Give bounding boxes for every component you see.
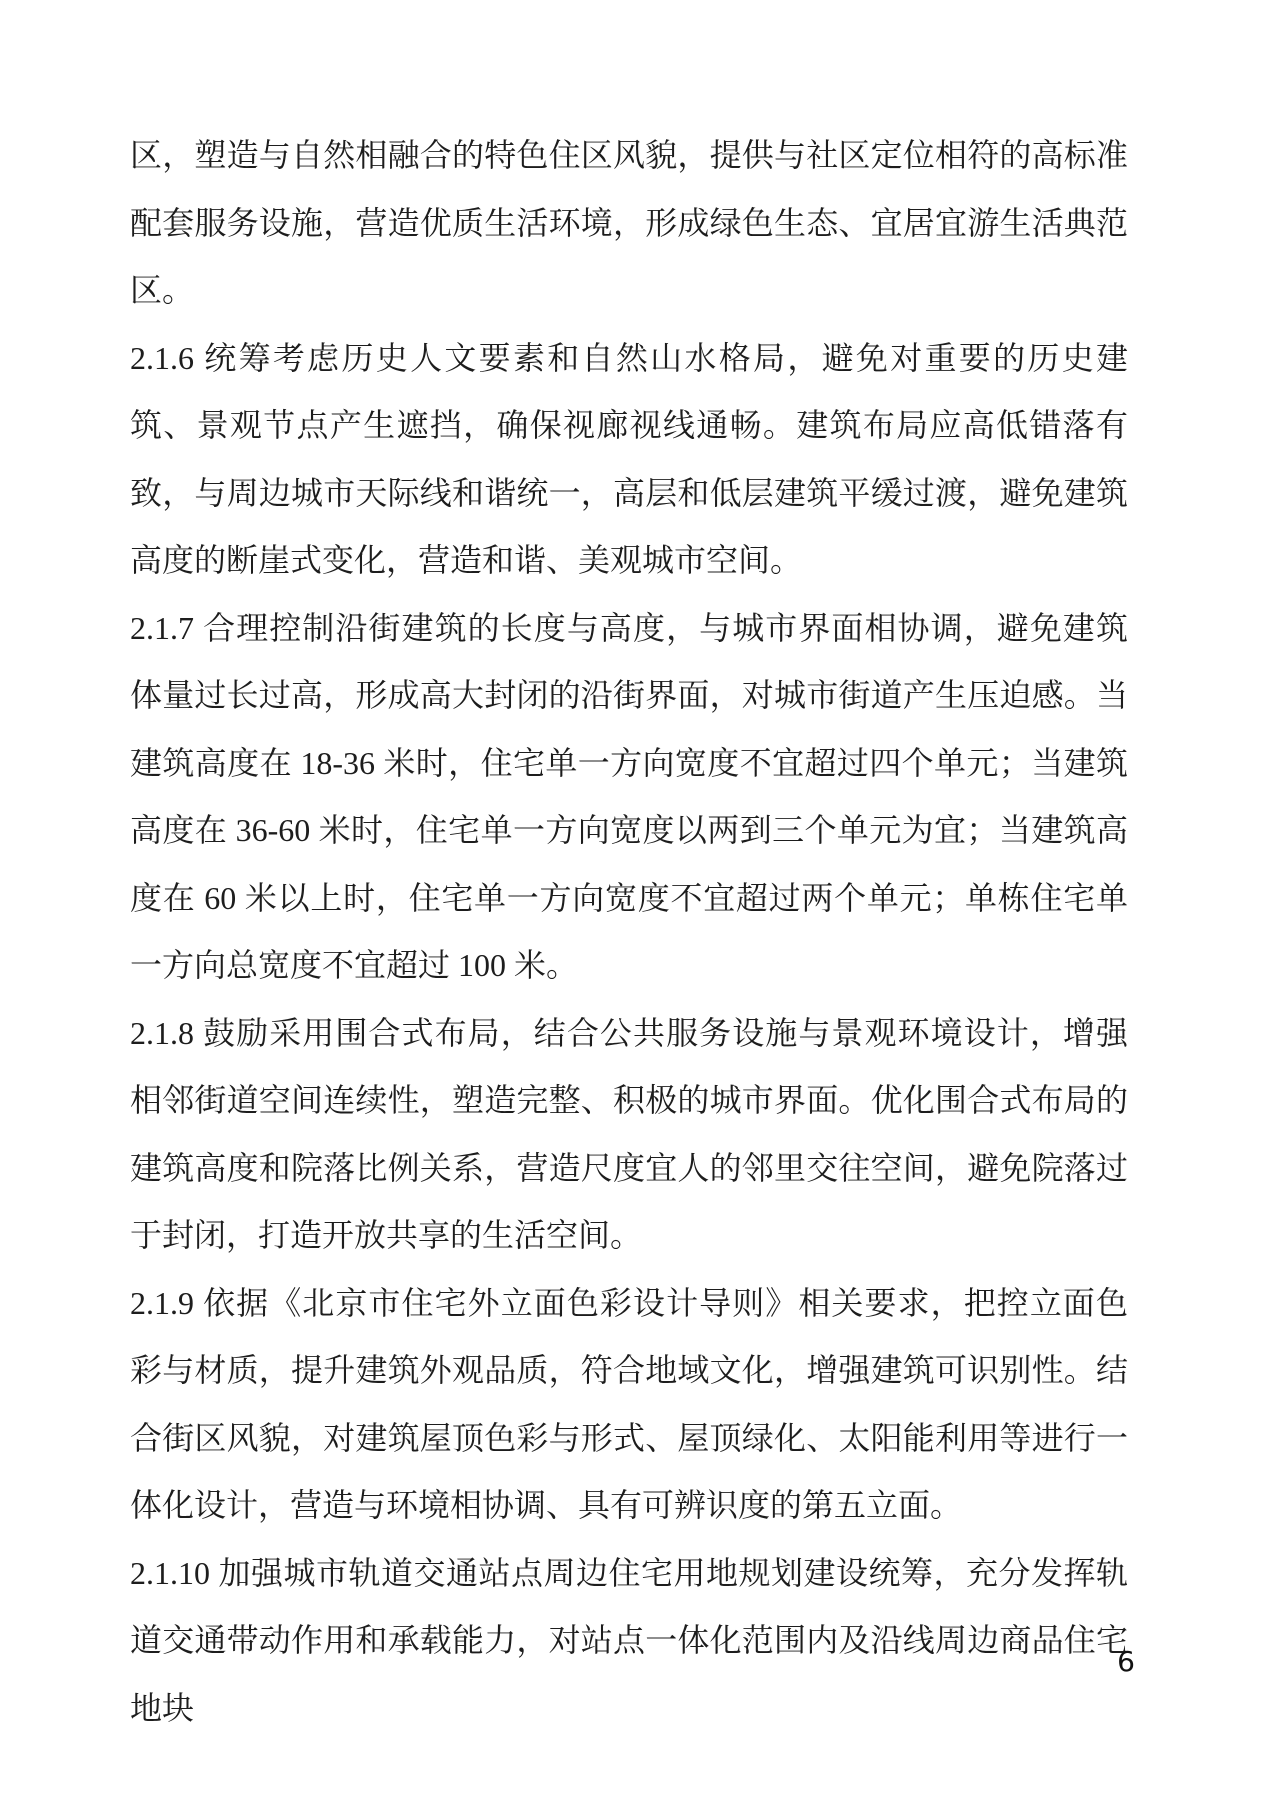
- paragraph-continuation: 区，塑造与自然相融合的特色住区风貌，提供与社区定位相符的高标准配套服务设施，营造优质生活环境，形成绿色生态、宜居宜游生活典范区。: [130, 137, 1128, 308]
- paragraph-section-2-1-6: 2.1.6 统筹考虑历史人文要素和自然山水格局，避免对重要的历史建筑、景观节点产生遮挡，确保视廊视线通畅。建筑布局应高低错落有致，与周边城市天际线和谐统一，高层和低层建筑平缓过渡，避免建筑高度的断崖式变化，营造和谐、美观城市空间。: [130, 339, 1128, 578]
- paragraph-section-2-1-9: 2.1.9 依据《北京市住宅外立面色彩设计导则》相关要求，把控立面色彩与材质，提升建筑外观品质，符合地域文化，增强建筑可识别性。结合街区风貌，对建筑屋顶色彩与形式、屋顶绿化、太阳能利用等进行一体化设计，营造与环境相协调、具有可辨识度的第五立面。: [130, 1284, 1128, 1523]
- document-body-text: [130, 122, 1128, 1742]
- paragraph-section-2-1-7: 2.1.7 合理控制沿街建筑的长度与高度，与城市界面相协调，避免建筑体量过长过高，形成高大封闭的沿街界面，对城市街道产生压迫感。当建筑高度在 18-36 米时，住宅单一方向宽度不宜超过四个单元；当建筑高度在 36-60 米时，住宅单一方向宽度以两到三个单元为宜；当建筑高度在 60 米以上时，住宅单一方向宽度不宜超过两个单元；单栋住宅单一方向总宽度不宜超过 100 米。: [130, 609, 1128, 983]
- paragraph-section-2-1-8: 2.1.8 鼓励采用围合式布局，结合公共服务设施与景观环境设计，增强相邻街道空间连续性，塑造完整、积极的城市界面。优化围合式布局的建筑高度和院落比例关系，营造尺度宜人的邻里交往空间，避免院落过于封闭，打造开放共享的生活空间。: [130, 1014, 1128, 1253]
- page-number: 6: [1117, 1645, 1135, 1678]
- paragraph-section-2-1-10: 2.1.10 加强城市轨道交通站点周边住宅用地规划建设统筹，充分发挥轨道交通带动作用和承载能力，对站点一体化范围内及沿线周边商品住宅地块: [130, 1554, 1128, 1726]
